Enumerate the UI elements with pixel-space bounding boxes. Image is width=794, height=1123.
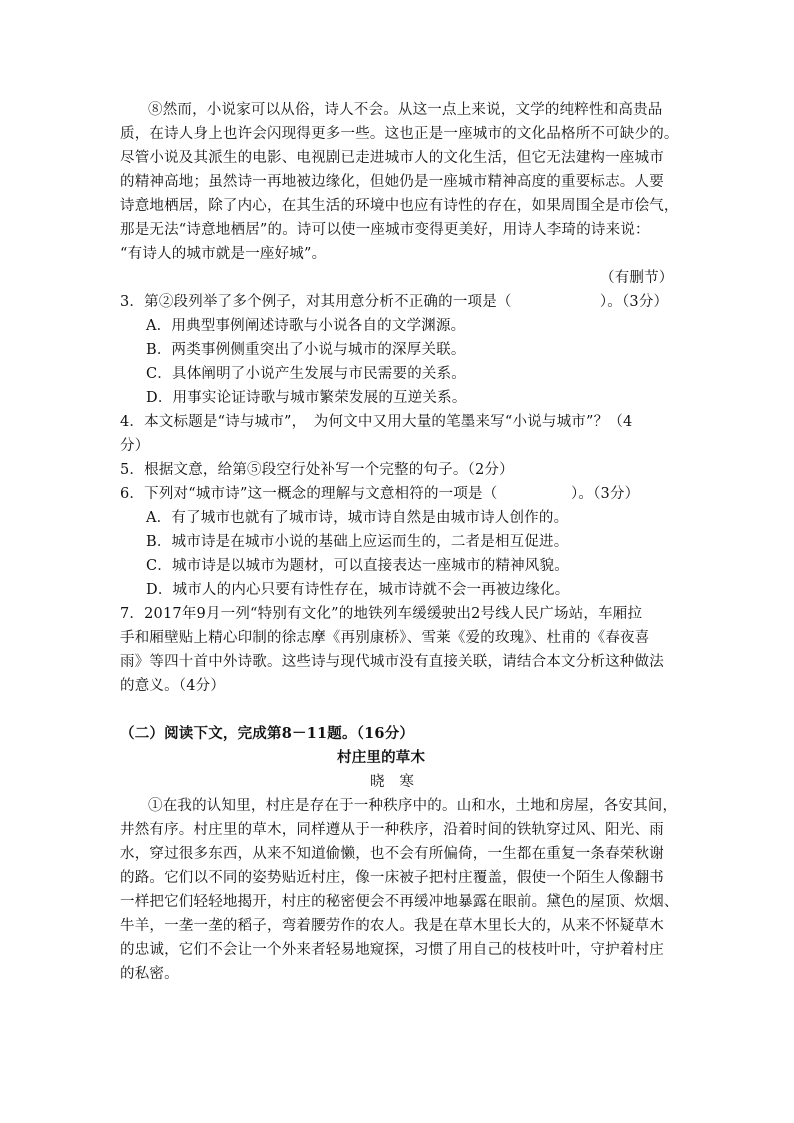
question-7-line-2: 手和厢壁贴上精心印制的徐志摩《再别康桥》、雪莱《爱的玫瑰》、杜甫的《春夜喜 [120, 630, 650, 646]
para1-line-3: 水，穿过很多东西，从来不知道偷懒，也不会有所偏倚，一生都在重复一条春荣秋谢 [120, 846, 664, 862]
para8-line-2: 质，在诗人身上也许会闪现得更多一些。这也正是一座城市的文化品格所不可缺少的。 [120, 126, 679, 142]
para8-line-7: “有诗人的城市就是一座好城”。 [120, 246, 327, 262]
question-7-line-1: 7．2017年9月一列“特别有文化”的地铁列车缓缓驶出2号线人民广场站，车厢拉 [120, 606, 643, 622]
para1-line-5: 一样把它们轻轻地揭开，村庄的秘密便会不再缓冲地暴露在眼前。黛色的屋顶、炊烟、 [120, 894, 679, 910]
question-6-option-b: B．城市诗是在城市小说的基础上应运而生的，二者是相互促进。 [146, 534, 569, 550]
question-3-stem: 3．第②段列举了多个例子，对其用意分析不正确的一项是（ ）。（3分） [120, 294, 669, 310]
question-3-option-c: C．具体阐明了小说产生发展与市民需要的关系。 [146, 366, 466, 382]
question-3-option-b: B．两类事例侧重突出了小说与城市的深厚关联。 [146, 342, 466, 358]
article-author: 晓 寒 [370, 774, 415, 790]
question-6-option-a: A．有了城市也就有了城市诗，城市诗自然是由城市诗人创作的。 [146, 510, 569, 526]
abridged-note: （有删节） [600, 270, 674, 286]
question-6-option-d: D．城市人的内心只要有诗性存在，城市诗就不会一再被边缘化。 [146, 582, 570, 598]
question-4-line-1: 4．本文标题是“诗与城市”， 为何文中又用大量的笔墨来写“小说与城市”？（4 [120, 414, 633, 430]
para8-line-6: 那是无法“诗意地栖居”的。诗可以使一座城市变得更美好，用诗人李琦的诗来说： [120, 222, 650, 238]
para1-line-2: 井然有序。村庄里的草木，同样遵从于一种秩序，沿着时间的铁轨穿过风、阳光、雨 [120, 822, 664, 838]
para1-line-4: 的路。它们以不同的姿势贴近村庄，像一床被子把村庄覆盖，假使一个陌生人像翻书 [120, 870, 664, 886]
para1-line-7: 的忠诚，它们不会让一个外来者轻易地窥探，习惯了用自己的枝枝叶叶，守护着村庄 [120, 942, 664, 958]
section-2-heading: （二）阅读下文，完成第8－11题。（16分） [120, 725, 415, 742]
question-5: 5．根据文意，给第⑤段空行处补写一个完整的句子。（2分） [120, 462, 514, 478]
para1-line-6: 牛羊，一垄一垄的稻子，弯着腰劳作的农人。我是在草木里长大的，从来不怀疑草木 [120, 918, 664, 934]
article-title: 村庄里的草木 [337, 749, 426, 766]
question-7-line-3: 雨》等四十首中外诗歌。这些诗与现代城市没有直接关联，请结合本文分析这种做法 [120, 654, 664, 670]
para8-line-5: 诗意地栖居，除了内心，在其生活的环境中也应有诗性的存在，如果周围全是市侩气， [120, 198, 679, 214]
question-3-option-d: D．用事实论证诗歌与城市繁荣发展的互逆关系。 [146, 390, 467, 406]
question-6-option-c: C．城市诗是以城市为题材，可以直接表达一座城市的精神风貌。 [146, 558, 569, 574]
para8-line-3: 尽管小说及其派生的电影、电视剧已走进城市人的文化生活，但它无法建构一座城市 [120, 150, 664, 166]
para8-line-1: ⑧然而，小说家可以从俗，诗人不会。从这一点上来说，文学的纯粹性和高贵品 [148, 102, 663, 118]
question-4-line-2: 分） [120, 438, 150, 454]
question-7-line-4: 的意义。（4分） [120, 678, 226, 694]
para8-line-4: 的精神高地；虽然诗一再地被边缘化，但她仍是一座城市精神高度的重要标志。人要 [120, 174, 664, 190]
question-3-option-a: A．用典型事例阐述诗歌与小说各自的文学渊源。 [146, 318, 466, 334]
para1-line-1: ①在我的认知里，村庄是存在于一种秩序中的。山和水，土地和房屋，各安其间， [148, 798, 678, 814]
question-6-stem: 6．下列对“城市诗”这一概念的理解与文意相符的一项是（ ）。（3分） [120, 486, 640, 502]
para1-line-8: 的私密。 [120, 966, 179, 982]
